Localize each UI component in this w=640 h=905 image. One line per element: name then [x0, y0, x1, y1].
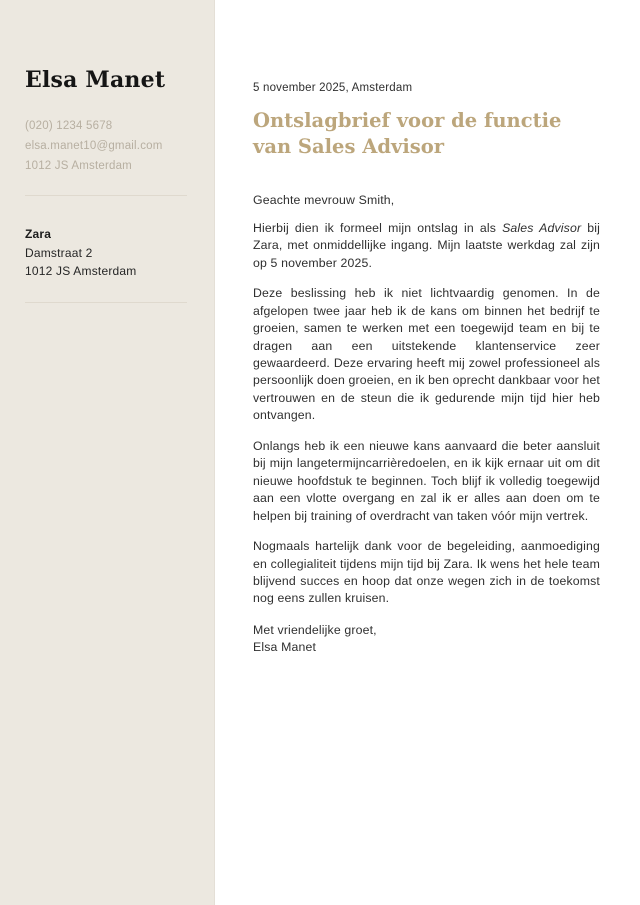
- postal-address: 1012 JS Amsterdam: [25, 159, 132, 172]
- email-address: elsa.manet10@gmail.com: [25, 140, 163, 153]
- date-line: 5 november 2025, Amsterdam: [253, 82, 413, 94]
- sidebar: [0, 0, 215, 905]
- signature-name: Elsa Manet: [253, 640, 317, 655]
- paragraph-reflection: Deze beslissing heb ik niet lichtvaardig genomen. In de afgelopen twee jaar heb ik de kans om binnen het bedrijf te groeien, samen te werken met een toegewijd team en bij te dragen aan een uitstekende klantenservice zeer gewaardeerd. Deze ervaring heeft mij zowel professioneel als persoonlijk doen groeien, en ik ben oprecht dankbaar voor het vertrouwen en de steun die ik gedurende mijn tijd hier heb ontvangen.: [253, 286, 600, 423]
- greeting-line: Geachte mevrouw Smith,: [253, 192, 395, 207]
- closing-block: [253, 622, 600, 657]
- recipient-city: 1012 JS Amsterdam: [25, 264, 137, 279]
- paragraph-transition: Onlangs heb ik een nieuwe kans aanvaard die beter aansluit bij mijn langetermijncarrièredoelen, en ik kijk ernaar uit om dit nieuwe hoofdstuk te beginnen. Toch blijf ik volledig toegewijd aan een vlotte overgang en zal ik er alles aan doen om te helpen bij training of overdracht van taken vóór mijn vertrek.: [253, 438, 600, 523]
- paragraph-thanks: Nogmaals hartelijk dank voor de begeleiding, aanmoediging en collegialiteit tijdens mijn tijd bij Zara. Ik wens het hele team blijvend succes en hoop dat onze wegen zich in de toekomst nog eens zullen kruisen.: [253, 539, 600, 606]
- letter-title: Ontslagbrief voor de functie van Sales Advisor: [253, 109, 562, 158]
- paragraph-opening-pre: Hierbij dien ik formeel mijn ontslag in als: [253, 220, 503, 235]
- paragraph-opening-post: bij Zara, met onmiddellijke ingang. Mijn laatste werkdag zal zijn op 5 november 2025.: [253, 220, 600, 270]
- recipient-street: Damstraat 2: [25, 245, 93, 260]
- phone-number: (020) 1234 5678: [25, 120, 113, 133]
- recipient-block: [25, 227, 187, 280]
- sender-name: Elsa Manet: [25, 67, 166, 93]
- sidebar-divider-top: [25, 195, 187, 196]
- closing-line: Met vriendelijke groet,: [253, 622, 377, 637]
- contact-info-block: [25, 119, 187, 175]
- sidebar-divider-bottom: [25, 302, 187, 303]
- recipient-company: Zara: [25, 226, 52, 241]
- paragraph-opening: [253, 220, 600, 272]
- letter-body-area: [215, 0, 640, 905]
- job-title-italic: Sales Advisor: [502, 220, 582, 235]
